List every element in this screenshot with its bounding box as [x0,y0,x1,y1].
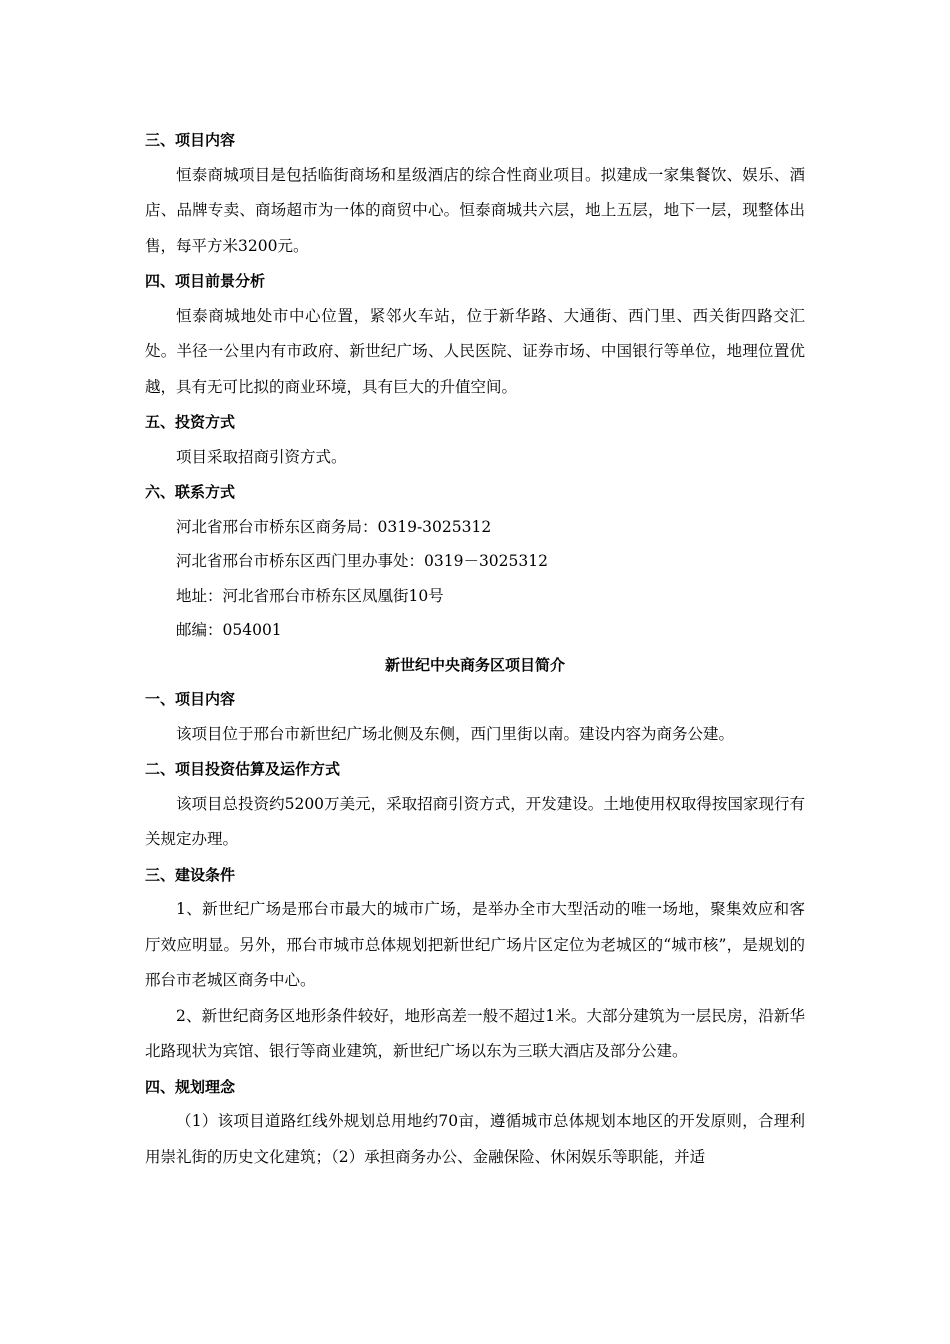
section-heading: 四、规划理念 [145,1077,236,1096]
section-paragraph: 恒泰商城地处市中心位置，紧邻火车站，位于新华路、大通街、西门里、西关街四路交汇处。半径一公里内有市政府、新世纪广场、人民医院、证券市场、中国银行等单位，地理位置优越，具有无可比拟的商业环境，具有巨大的升值空间。 [145,306,805,396]
section-heading: 五、投资方式 [145,413,236,431]
section-paragraph: 项目采取招商引资方式。 [176,447,347,466]
contact-line-bureau: 河北省邢台市桥东区商务局：0319-3025312 [176,517,492,536]
contact-line-postcode: 邮编：054001 [176,621,282,639]
section-heading: 三、项目内容 [145,131,236,149]
section-p2-planning [145,1070,805,1176]
section-heading: 六、联系方式 [145,483,236,501]
project-title: 新世纪中央商务区项目简介 [384,655,565,674]
contact-line-office: 河北省邢台市桥东区西门里办事处：0319－3025312 [176,552,548,570]
section-paragraph: 该项目总投资约5200万美元，采取招商引资方式，开发建设。土地使用权取得按国家现行有关规定办理。 [145,794,805,848]
section-heading: 四、项目前景分析 [145,272,266,290]
section-paragraph: 恒泰商城项目是包括临街商场和星级酒店的综合性商业项目。拟建成一家集餐饮、娱乐、酒店、品牌专卖、商场超市为一体的商贸中心。恒泰商城共六层，地上五层，地下一层，现整体出售，每平方米3200元。 [145,165,805,255]
section-p2-investment [145,752,805,858]
section-p2-conditions [145,858,805,1070]
section-paragraph: 该项目位于邢台市新世纪广场北侧及东侧，西门里街以南。建设内容为商务公建。 [176,724,735,743]
section-heading: 二、项目投资估算及运作方式 [145,760,341,778]
section-paragraph: 2、新世纪商务区地形条件较好，地形高差一般不超过1米。大部分建筑为一层民房，沿新华北路现状为宾馆、银行等商业建筑，新世纪广场以东为三联大酒店及部分公建。 [145,1006,805,1060]
document-page [145,123,805,1175]
section-investment-method [145,405,805,475]
section-project-content [145,123,805,264]
section-project-prospect [145,264,805,405]
contact-line-address: 地址：河北省邢台市桥东区凤凰街10号 [176,586,444,605]
section-paragraph: （1）该项目道路红线外规划总用地约70亩，遵循城市总体规划本地区的开发原则，合理利用崇礼街的历史文化建筑；（2）承担商务办公、金融保险、休闲娱乐等职能，并适 [145,1112,805,1166]
section-heading: 三、建设条件 [145,865,236,884]
section-paragraph: 1、新世纪广场是邢台市最大的城市广场，是举办全市大型活动的唯一场地，聚集效应和客厅效应明显。另外，邢台市城市总体规划把新世纪广场片区定位为老城区的“城市核”，是规划的邢台市老城区商务中心。 [145,900,805,989]
section-contact [145,475,805,648]
section-p2-content [145,682,805,752]
section-heading: 一、项目内容 [145,690,236,708]
